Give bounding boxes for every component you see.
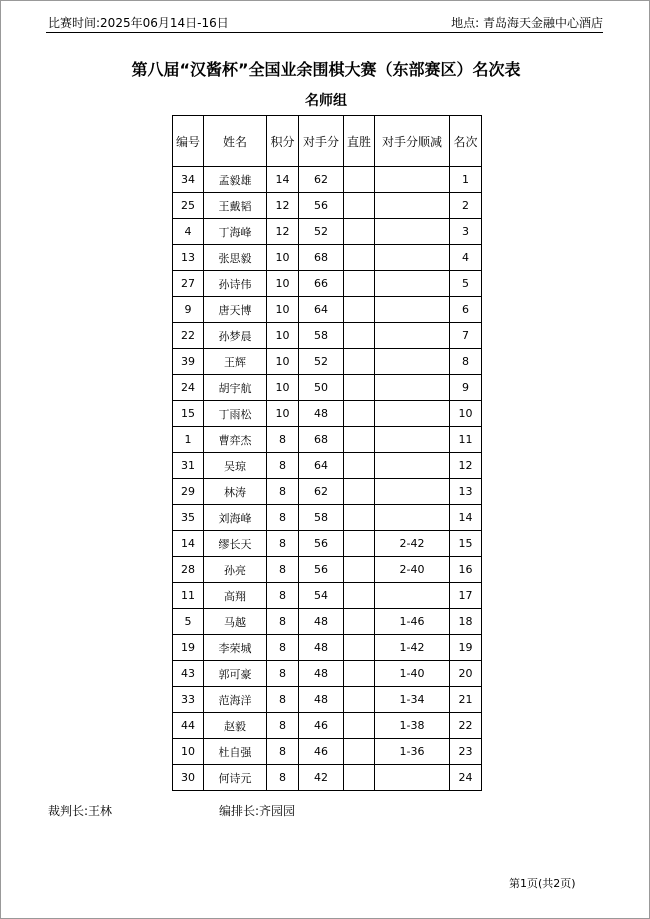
- cell-opponent-score-reduced: [375, 765, 450, 791]
- cell-player-id: 27: [173, 271, 204, 297]
- cell-score: 8: [267, 557, 299, 583]
- cell-player-name: 丁海峰: [204, 219, 267, 245]
- cell-opponent-score: 42: [299, 765, 344, 791]
- competition-date: 比赛时间:2025年06月14日-16日: [48, 16, 229, 30]
- column-header-rank: 名次: [450, 116, 482, 167]
- cell-opponent-score-reduced: [375, 453, 450, 479]
- cell-rank: 15: [450, 531, 482, 557]
- cell-direct-win: [344, 687, 375, 713]
- cell-player-name: 林涛: [204, 479, 267, 505]
- cell-rank: 8: [450, 349, 482, 375]
- cell-rank: 20: [450, 661, 482, 687]
- table-row: [173, 375, 482, 401]
- cell-score: 12: [267, 193, 299, 219]
- cell-player-name: 高翔: [204, 583, 267, 609]
- table-row: [173, 635, 482, 661]
- table-header-row: [173, 116, 482, 167]
- cell-score: 8: [267, 505, 299, 531]
- cell-direct-win: [344, 583, 375, 609]
- cell-direct-win: [344, 765, 375, 791]
- cell-direct-win: [344, 401, 375, 427]
- cell-opponent-score: 64: [299, 453, 344, 479]
- cell-opponent-score-reduced: [375, 193, 450, 219]
- cell-player-name: 何诗元: [204, 765, 267, 791]
- column-header-name: 姓名: [204, 116, 267, 167]
- cell-rank: 14: [450, 505, 482, 531]
- cell-player-name: 缪长天: [204, 531, 267, 557]
- cell-player-name: 孙亮: [204, 557, 267, 583]
- cell-direct-win: [344, 193, 375, 219]
- cell-opponent-score: 48: [299, 687, 344, 713]
- cell-opponent-score: 52: [299, 349, 344, 375]
- cell-score: 8: [267, 765, 299, 791]
- cell-opponent-score: 46: [299, 713, 344, 739]
- competition-venue: 地点: 青岛海天金融中心酒店: [451, 16, 603, 30]
- cell-player-name: 王辉: [204, 349, 267, 375]
- cell-player-id: 43: [173, 661, 204, 687]
- cell-score: 8: [267, 479, 299, 505]
- cell-opponent-score: 56: [299, 193, 344, 219]
- cell-opponent-score: 52: [299, 219, 344, 245]
- cell-rank: 3: [450, 219, 482, 245]
- cell-opponent-score: 62: [299, 479, 344, 505]
- rankings-table: [172, 115, 482, 791]
- cell-direct-win: [344, 375, 375, 401]
- cell-player-name: 杜自强: [204, 739, 267, 765]
- cell-opponent-score: 64: [299, 297, 344, 323]
- cell-rank: 9: [450, 375, 482, 401]
- cell-direct-win: [344, 323, 375, 349]
- cell-direct-win: [344, 557, 375, 583]
- cell-player-name: 马越: [204, 609, 267, 635]
- cell-opponent-score-reduced: [375, 505, 450, 531]
- cell-score: 10: [267, 401, 299, 427]
- cell-player-id: 9: [173, 297, 204, 323]
- cell-rank: 23: [450, 739, 482, 765]
- table-row: [173, 271, 482, 297]
- cell-player-id: 39: [173, 349, 204, 375]
- table-row: [173, 401, 482, 427]
- cell-direct-win: [344, 531, 375, 557]
- table-row: [173, 245, 482, 271]
- cell-player-name: 丁雨松: [204, 401, 267, 427]
- cell-player-id: 25: [173, 193, 204, 219]
- cell-direct-win: [344, 245, 375, 271]
- cell-player-name: 曹弈杰: [204, 427, 267, 453]
- column-header-opponent-score: 对手分: [299, 116, 344, 167]
- cell-player-id: 29: [173, 479, 204, 505]
- cell-player-id: 34: [173, 167, 204, 193]
- cell-player-id: 24: [173, 375, 204, 401]
- table-row: [173, 505, 482, 531]
- cell-player-id: 31: [173, 453, 204, 479]
- cell-player-id: 22: [173, 323, 204, 349]
- cell-opponent-score: 62: [299, 167, 344, 193]
- cell-direct-win: [344, 427, 375, 453]
- cell-direct-win: [344, 661, 375, 687]
- chief-referee: 裁判长:王林: [48, 804, 113, 818]
- table-row: [173, 479, 482, 505]
- cell-opponent-score-reduced: [375, 271, 450, 297]
- group-subtitle: 名师组: [305, 93, 347, 109]
- cell-rank: 17: [450, 583, 482, 609]
- cell-rank: 24: [450, 765, 482, 791]
- cell-rank: 7: [450, 323, 482, 349]
- cell-opponent-score-reduced: 1-34: [375, 687, 450, 713]
- cell-rank: 1: [450, 167, 482, 193]
- cell-rank: 12: [450, 453, 482, 479]
- cell-score: 10: [267, 375, 299, 401]
- cell-direct-win: [344, 297, 375, 323]
- cell-opponent-score: 48: [299, 401, 344, 427]
- cell-player-id: 10: [173, 739, 204, 765]
- table-row: [173, 531, 482, 557]
- cell-player-id: 4: [173, 219, 204, 245]
- cell-opponent-score-reduced: [375, 583, 450, 609]
- cell-opponent-score: 58: [299, 505, 344, 531]
- table-row: [173, 349, 482, 375]
- cell-opponent-score: 58: [299, 323, 344, 349]
- cell-rank: 5: [450, 271, 482, 297]
- cell-opponent-score-reduced: 1-36: [375, 739, 450, 765]
- cell-rank: 2: [450, 193, 482, 219]
- cell-rank: 13: [450, 479, 482, 505]
- cell-player-name: 吴琼: [204, 453, 267, 479]
- table-row: [173, 557, 482, 583]
- cell-opponent-score-reduced: [375, 167, 450, 193]
- cell-score: 12: [267, 219, 299, 245]
- cell-direct-win: [344, 167, 375, 193]
- cell-rank: 22: [450, 713, 482, 739]
- cell-player-name: 孙诗伟: [204, 271, 267, 297]
- cell-score: 14: [267, 167, 299, 193]
- cell-opponent-score-reduced: 2-42: [375, 531, 450, 557]
- cell-score: 8: [267, 427, 299, 453]
- cell-direct-win: [344, 505, 375, 531]
- cell-player-name: 范海洋: [204, 687, 267, 713]
- cell-direct-win: [344, 479, 375, 505]
- table-row: [173, 193, 482, 219]
- cell-rank: 10: [450, 401, 482, 427]
- cell-opponent-score-reduced: 1-38: [375, 713, 450, 739]
- cell-opponent-score: 48: [299, 609, 344, 635]
- table-row: [173, 687, 482, 713]
- cell-player-id: 30: [173, 765, 204, 791]
- cell-opponent-score-reduced: [375, 349, 450, 375]
- cell-score: 8: [267, 453, 299, 479]
- cell-player-id: 11: [173, 583, 204, 609]
- cell-opponent-score-reduced: [375, 323, 450, 349]
- cell-player-id: 13: [173, 245, 204, 271]
- header-divider: [46, 32, 603, 33]
- cell-direct-win: [344, 739, 375, 765]
- cell-rank: 4: [450, 245, 482, 271]
- table-row: [173, 323, 482, 349]
- cell-score: 8: [267, 635, 299, 661]
- cell-opponent-score-reduced: [375, 401, 450, 427]
- cell-player-name: 孟毅雄: [204, 167, 267, 193]
- cell-player-name: 郭可豪: [204, 661, 267, 687]
- table-row: [173, 661, 482, 687]
- cell-opponent-score-reduced: 1-46: [375, 609, 450, 635]
- cell-score: 10: [267, 245, 299, 271]
- cell-opponent-score-reduced: [375, 245, 450, 271]
- table-row: [173, 297, 482, 323]
- cell-player-name: 刘海峰: [204, 505, 267, 531]
- cell-opponent-score-reduced: 1-40: [375, 661, 450, 687]
- cell-player-name: 孙梦晨: [204, 323, 267, 349]
- cell-rank: 11: [450, 427, 482, 453]
- cell-direct-win: [344, 713, 375, 739]
- cell-score: 10: [267, 323, 299, 349]
- cell-opponent-score: 50: [299, 375, 344, 401]
- table-row: [173, 453, 482, 479]
- cell-opponent-score: 66: [299, 271, 344, 297]
- chief-arranger: 编排长:齐园园: [219, 804, 296, 818]
- cell-opponent-score-reduced: [375, 375, 450, 401]
- table-row: [173, 219, 482, 245]
- cell-direct-win: [344, 219, 375, 245]
- cell-direct-win: [344, 609, 375, 635]
- cell-opponent-score: 54: [299, 583, 344, 609]
- cell-direct-win: [344, 635, 375, 661]
- table-row: [173, 713, 482, 739]
- cell-opponent-score: 48: [299, 635, 344, 661]
- page-number: 第1页(共2页): [509, 877, 576, 890]
- cell-score: 8: [267, 739, 299, 765]
- cell-direct-win: [344, 453, 375, 479]
- cell-score: 10: [267, 271, 299, 297]
- cell-direct-win: [344, 349, 375, 375]
- cell-opponent-score-reduced: [375, 427, 450, 453]
- column-header-opponent-score-reduced: 对手分顺减: [375, 116, 450, 167]
- table-row: [173, 765, 482, 791]
- cell-opponent-score-reduced: [375, 219, 450, 245]
- cell-player-id: 33: [173, 687, 204, 713]
- cell-player-id: 14: [173, 531, 204, 557]
- cell-player-name: 胡宇航: [204, 375, 267, 401]
- cell-score: 8: [267, 583, 299, 609]
- cell-score: 10: [267, 349, 299, 375]
- table-row: [173, 739, 482, 765]
- cell-opponent-score: 48: [299, 661, 344, 687]
- cell-opponent-score-reduced: 1-42: [375, 635, 450, 661]
- cell-rank: 21: [450, 687, 482, 713]
- cell-player-id: 44: [173, 713, 204, 739]
- table-row: [173, 167, 482, 193]
- cell-player-name: 赵毅: [204, 713, 267, 739]
- cell-score: 8: [267, 531, 299, 557]
- cell-player-id: 1: [173, 427, 204, 453]
- column-header-id: 编号: [173, 116, 204, 167]
- cell-player-name: 李荣城: [204, 635, 267, 661]
- cell-rank: 6: [450, 297, 482, 323]
- page-title: 第八届“汉酱杯”全国业余围棋大赛（东部赛区）名次表: [131, 60, 521, 79]
- rankings-table-body: [173, 167, 482, 791]
- cell-score: 8: [267, 687, 299, 713]
- cell-rank: 19: [450, 635, 482, 661]
- cell-score: 8: [267, 661, 299, 687]
- cell-opponent-score: 56: [299, 531, 344, 557]
- cell-player-id: 15: [173, 401, 204, 427]
- cell-opponent-score: 46: [299, 739, 344, 765]
- cell-score: 10: [267, 297, 299, 323]
- cell-player-id: 35: [173, 505, 204, 531]
- table-row: [173, 427, 482, 453]
- cell-opponent-score: 68: [299, 245, 344, 271]
- cell-score: 8: [267, 609, 299, 635]
- cell-rank: 18: [450, 609, 482, 635]
- cell-rank: 16: [450, 557, 482, 583]
- cell-opponent-score-reduced: [375, 297, 450, 323]
- cell-score: 8: [267, 713, 299, 739]
- cell-player-id: 5: [173, 609, 204, 635]
- cell-player-name: 张思毅: [204, 245, 267, 271]
- cell-opponent-score: 68: [299, 427, 344, 453]
- table-row: [173, 609, 482, 635]
- cell-player-id: 28: [173, 557, 204, 583]
- cell-player-id: 19: [173, 635, 204, 661]
- cell-player-name: 王戴韬: [204, 193, 267, 219]
- cell-opponent-score-reduced: [375, 479, 450, 505]
- cell-opponent-score: 56: [299, 557, 344, 583]
- table-row: [173, 583, 482, 609]
- cell-player-name: 唐天博: [204, 297, 267, 323]
- column-header-direct-win: 直胜: [344, 116, 375, 167]
- cell-opponent-score-reduced: 2-40: [375, 557, 450, 583]
- cell-direct-win: [344, 271, 375, 297]
- column-header-score: 积分: [267, 116, 299, 167]
